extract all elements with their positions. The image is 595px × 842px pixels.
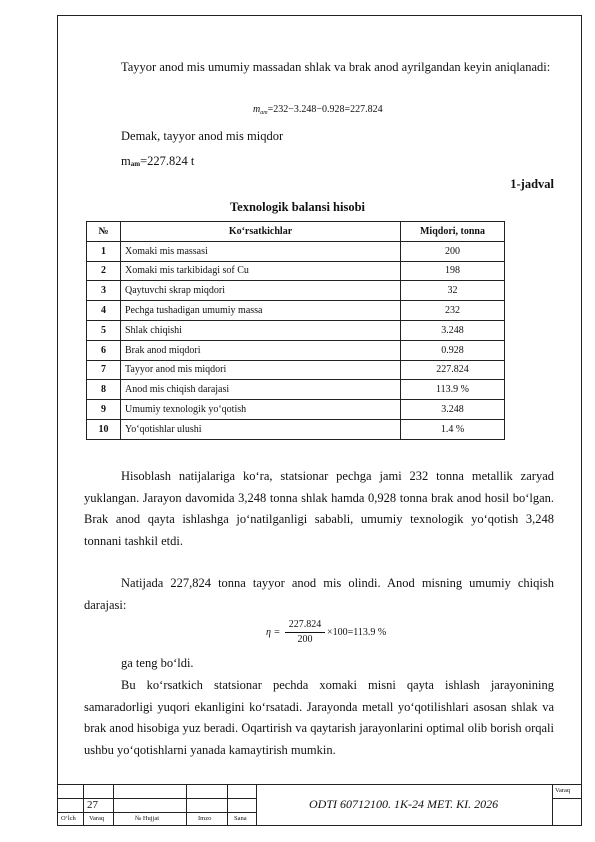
col-label-varaq: Varaq bbox=[89, 815, 105, 822]
fraction-numerator: 227.824 bbox=[288, 619, 322, 630]
stamp-col-line bbox=[227, 784, 228, 826]
stamp-col-line bbox=[186, 784, 187, 826]
table-row bbox=[87, 360, 505, 380]
header-quantity: Miqdori, tonna bbox=[401, 222, 505, 242]
col-label-sana: Sana bbox=[234, 815, 247, 822]
row-value: 3.248 bbox=[401, 400, 505, 420]
row-number: 9 bbox=[87, 400, 121, 420]
row-indicator: Xomaki mis tarkibidagi sof Cu bbox=[121, 261, 401, 281]
formula-expression: =232−3.248−0.928=227.824 bbox=[267, 104, 383, 115]
row-value: 113.9 % bbox=[401, 380, 505, 400]
stamp-col-line bbox=[552, 784, 553, 826]
col-label-imzo: Imzo bbox=[198, 815, 212, 822]
varaq-label: Varaq bbox=[555, 787, 571, 794]
final-paragraph: Bu ko‘rsatkich statsionar pechda xomaki misni qayta ishlash jarayonining samaradorligi yuqori ekanligini ko‘rsatadi. Jarayonda metall yo‘qotilishlari asosan shlak va brak anod hisobiga yuz beradi. Oqartirish va qaytarish jarayonlarini optimal olib borish orqali ushbu yo‘qotishlarni yanada kamaytirish mumkin. bbox=[84, 678, 554, 757]
demak-line: Demak, tayyor anod mis miqdor bbox=[121, 129, 284, 143]
fraction-bar bbox=[285, 632, 325, 633]
result-value: =227.824 t bbox=[140, 154, 195, 168]
row-number: 6 bbox=[87, 340, 121, 360]
row-indicator: Anod mis chiqish darajasi bbox=[121, 380, 401, 400]
row-number: 4 bbox=[87, 301, 121, 321]
table-row bbox=[87, 301, 505, 321]
table-row bbox=[87, 261, 505, 281]
intro-paragraph: Tayyor anod mis umumiy massadan shlak va brak anod ayrilgandan keyin aniqlanadi: bbox=[121, 60, 551, 74]
page-number: 27 bbox=[87, 799, 98, 811]
row-number: 1 bbox=[87, 241, 121, 261]
row-value: 1.4 % bbox=[401, 419, 505, 439]
row-value: 198 bbox=[401, 261, 505, 281]
row-number: 5 bbox=[87, 320, 121, 340]
natija-paragraph: Natijada 227,824 tonna tayyor anod mis olindi. Anod misning umumiy chiqish darajasi: bbox=[84, 576, 554, 612]
formula-mass-anode bbox=[253, 104, 383, 116]
fraction-denominator: 200 bbox=[297, 634, 313, 645]
table-row bbox=[87, 340, 505, 360]
row-value: 232 bbox=[401, 301, 505, 321]
stamp-col-line bbox=[256, 784, 257, 826]
row-value: 200 bbox=[401, 241, 505, 261]
row-indicator: Yo‘qotishlar ulushi bbox=[121, 419, 401, 439]
result-symbol: m bbox=[121, 154, 131, 168]
row-indicator: Umumiy texnologik yo‘qotish bbox=[121, 400, 401, 420]
stamp-col-line bbox=[83, 784, 84, 826]
stamp-top-line bbox=[57, 784, 582, 785]
row-indicator: Tayyor anod mis miqdori bbox=[121, 360, 401, 380]
row-indicator: Qaytuvchi skrap miqdori bbox=[121, 281, 401, 301]
row-indicator: Brak anod miqdori bbox=[121, 340, 401, 360]
stamp-row-line bbox=[552, 798, 582, 799]
header-indicator: Ko‘rsatkichlar bbox=[121, 222, 401, 242]
row-indicator: Xomaki mis massasi bbox=[121, 241, 401, 261]
row-value: 32 bbox=[401, 281, 505, 301]
table-row bbox=[87, 320, 505, 340]
formula-subscript: am bbox=[260, 110, 268, 116]
efficiency-rhs: ×100=113.9 % bbox=[327, 627, 387, 638]
table-row bbox=[87, 380, 505, 400]
table-row bbox=[87, 241, 505, 261]
row-value: 3.248 bbox=[401, 320, 505, 340]
formula-symbol: m bbox=[253, 104, 261, 115]
efficiency-lhs: η = bbox=[266, 627, 281, 638]
row-value: 0.928 bbox=[401, 340, 505, 360]
table-row bbox=[87, 281, 505, 301]
row-indicator: Shlak chiqishi bbox=[121, 320, 401, 340]
table-title: Texnologik balansi hisobi bbox=[229, 200, 366, 214]
row-number: 7 bbox=[87, 360, 121, 380]
row-value: 227.824 bbox=[401, 360, 505, 380]
row-number: 3 bbox=[87, 281, 121, 301]
header-no: № bbox=[87, 222, 121, 242]
balance-table bbox=[86, 221, 505, 440]
col-label-olch: O‘lch bbox=[61, 815, 76, 822]
efficiency-fraction bbox=[284, 619, 326, 649]
row-number: 10 bbox=[87, 419, 121, 439]
table-row bbox=[87, 400, 505, 420]
table-row bbox=[87, 419, 505, 439]
row-number: 8 bbox=[87, 380, 121, 400]
row-number: 2 bbox=[87, 261, 121, 281]
result-subscript: am bbox=[130, 160, 141, 168]
table-header-row bbox=[87, 222, 505, 242]
row-indicator: Pechga tushadigan umumiy massa bbox=[121, 301, 401, 321]
ga-teng-line: ga teng bo‘ldi. bbox=[121, 656, 194, 670]
table-number: 1-jadval bbox=[510, 177, 554, 191]
col-label-hujjat: № Hujjat bbox=[135, 815, 160, 822]
title-block bbox=[57, 784, 582, 826]
document-code: ODTI 60712100. 1K-24 MET. KI. 2026 bbox=[309, 797, 499, 811]
results-paragraph: Hisoblash natijalariga ko‘ra, statsionar pechga jami 232 tonna metallik zaryad yuklangan. Jarayon davomida 3,248 tonna shlak hamda 0,928 tonna brak anod hosil bo‘lgan. Brak anod qayta ishlashga jo‘natilganligi sababli, umumiy texnologik yo‘qotish 3,248 tonnani tashkil etdi. bbox=[84, 469, 554, 548]
stamp-col-line bbox=[113, 784, 114, 826]
result-line bbox=[121, 153, 194, 172]
